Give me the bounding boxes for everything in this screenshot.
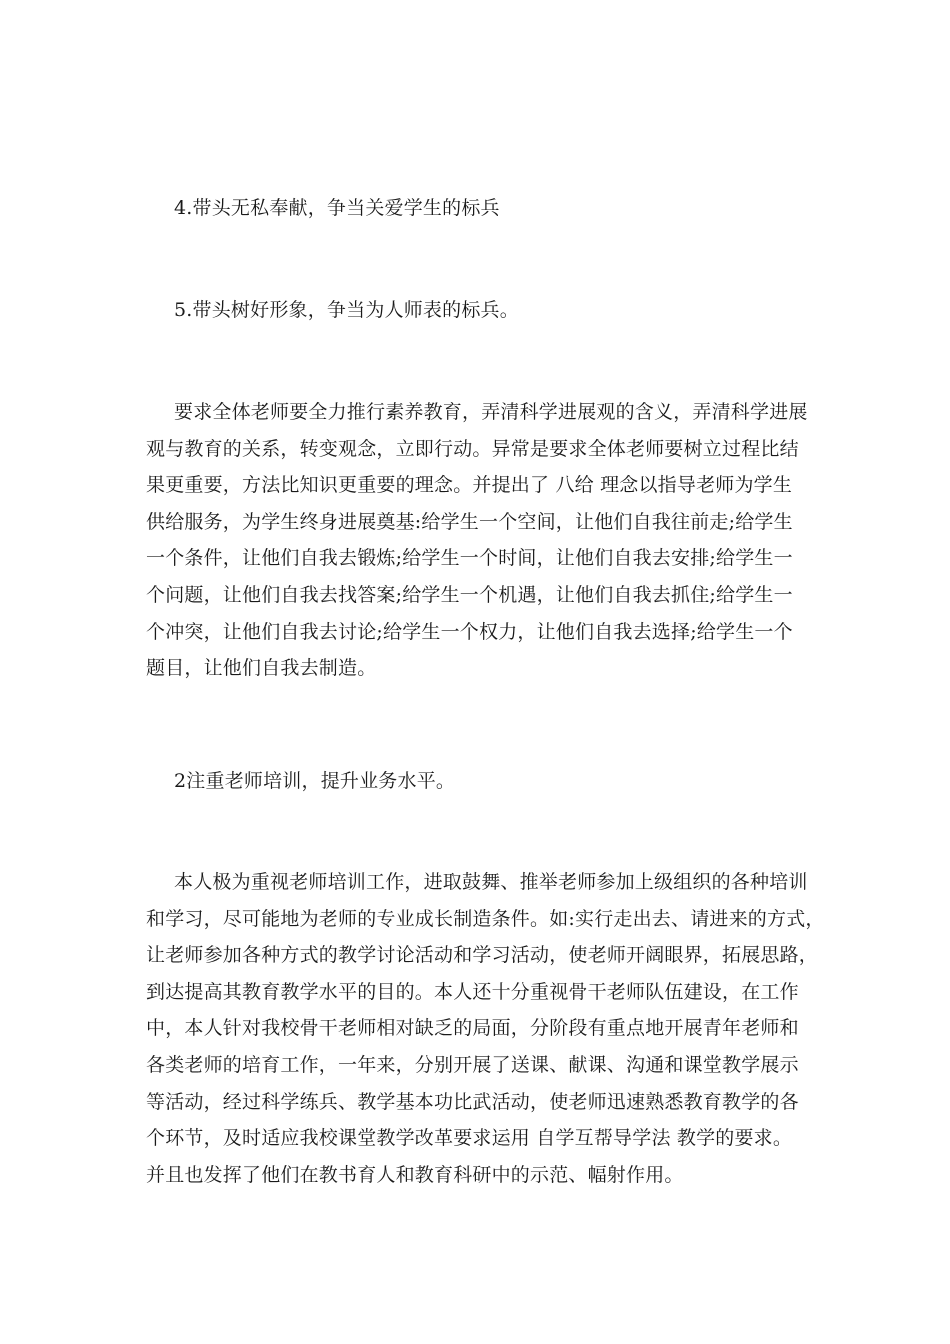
- paragraph-line: 让老师参加各种方式的教学讨论活动和学习活动，使老师开阔眼界，拓展思路，: [146, 944, 819, 967]
- paragraph-line: 一个条件，让他们自我去锻炼;给学生一个时间，让他们自我去安排;给学生一: [146, 547, 793, 570]
- paragraph-line: 中，本人针对我校骨干老师相对缺乏的局面，分阶段有重点地开展青年老师和: [146, 1017, 799, 1040]
- paragraph-line: 题目，让他们自我去制造。: [146, 657, 377, 680]
- paragraph-line: 并且也发挥了他们在教书育人和教育科研中的示范、幅射作用。: [146, 1163, 684, 1186]
- paragraph-line: 个冲突，让他们自我去讨论;给学生一个权力，让他们自我去选择;给学生一个: [146, 620, 793, 643]
- paragraph-line: 观与教育的关系，转变观念，立即行动。异常是要求全体老师要树立过程比结: [146, 437, 799, 460]
- paragraph-line: 本人极为重视老师培训工作，进取鼓舞、推举老师参加上级组织的各种培训: [174, 871, 808, 893]
- paragraph-1: [146, 394, 826, 687]
- paragraph-line: 果更重要，方法比知识更重要的理念。并提出了 八给 理念以指导老师为学生: [146, 474, 793, 497]
- section-heading-2: 2注重老师培训，提升业务水平。: [174, 770, 456, 792]
- paragraph-line: 各类老师的培育工作，一年来，分别开展了送课、献课、沟通和课堂教学展示: [146, 1053, 799, 1076]
- list-item-5: 5.带头树好形象，争当为人师表的标兵。: [174, 299, 519, 321]
- paragraph-line: 等活动，经过科学练兵、教学基本功比武活动，使老师迅速熟悉教育教学的各: [146, 1090, 799, 1113]
- paragraph-line: 供给服务，为学生终身进展奠基:给学生一个空间，让他们自我往前走;给学生: [146, 510, 793, 533]
- paragraph-line: 和学习，尽可能地为老师的专业成长制造条件。如:实行走出去、请进来的方式，: [146, 907, 825, 930]
- paragraph-line: 个问题，让他们自我去找答案;给学生一个机遇，让他们自我去抓住;给学生一: [146, 583, 793, 606]
- paragraph-2: [146, 864, 826, 1193]
- paragraph-line: 要求全体老师要全力推行素养教育，弄清科学进展观的含义，弄清科学进展: [174, 401, 808, 423]
- paragraph-line: 到达提高其教育教学水平的目的。本人还十分重视骨干老师队伍建设，在工作: [146, 980, 799, 1003]
- paragraph-line: 个环节，及时适应我校课堂教学改革要求运用 自学互帮导学法 教学的要求。: [146, 1127, 793, 1150]
- list-item-4: 4.带头无私奉献，争当关爱学生的标兵: [174, 197, 500, 219]
